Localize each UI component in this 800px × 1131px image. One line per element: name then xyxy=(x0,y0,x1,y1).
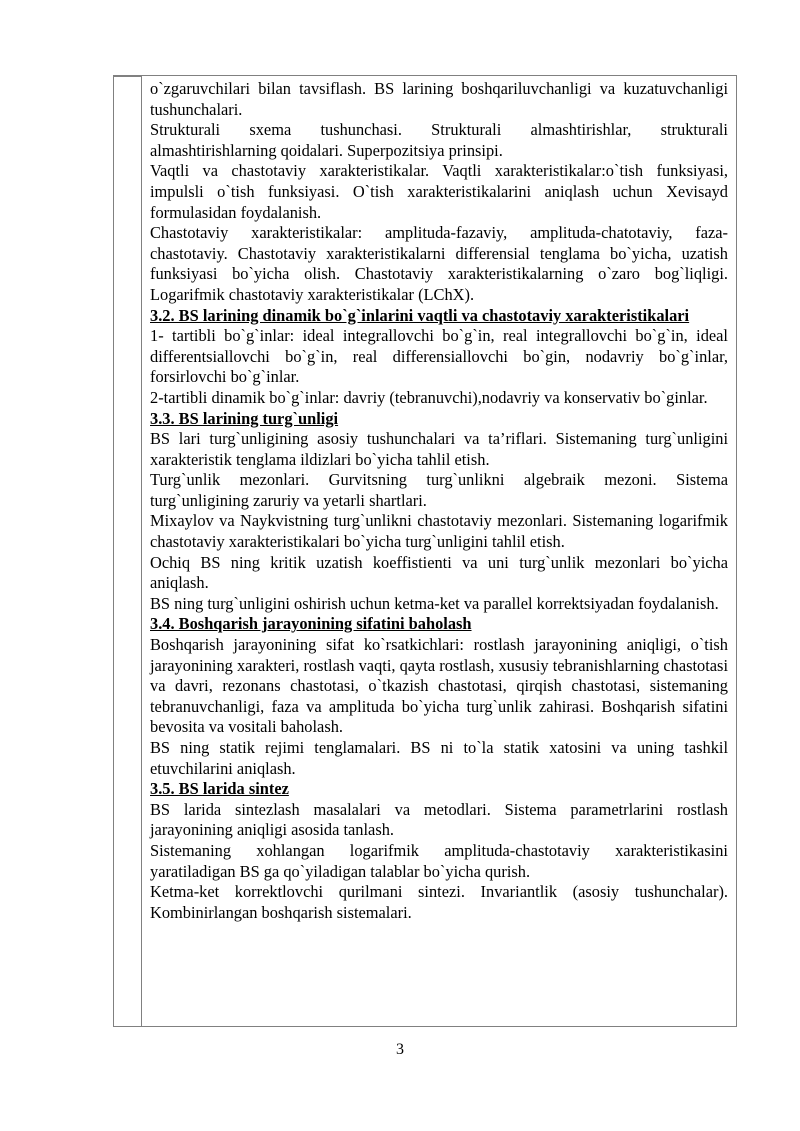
section-heading-3-2: 3.2. BS larining dinamik bo`g`inlarini vaqtli va chastotaviy xarakteristikalari xyxy=(150,305,690,325)
paragraph: o`zgaruvchilari bilan tavsiflash. BS larining boshqariluvchanligi va kuzatuvchanligi tushunchalari. xyxy=(150,79,728,119)
paragraph: BS larida sintezlash masalalari va metodlari. Sistema parametrlarini rostlash jarayonining aniqligi asosida tanlash. xyxy=(150,799,728,840)
paragraph: BS lari turg`unligining asosiy tushunchalari va ta’riflari. Sistemaning turg`unligini xarakteristik tenglama ildizlari bo`yicha tahlil etish. xyxy=(150,429,728,469)
paragraph: Strukturali sxema tushunchasi. Strukturali almashtirishlar, strukturali almashtirishlarning qoidalari. Superpozitsiya prinsipi. xyxy=(150,120,728,160)
paragraph: BS ning turg`unligini oshirish uchun ketma-ket va parallel korrektsiyadan foydalanish. xyxy=(150,593,719,613)
paragraph: Vaqtli va chastotaviy xarakteristikalar. Vaqtli xarakteristikalar:o`tish funksiyasi, impulsli o`tish funksiyasi. O`tish xarakteristikalarini aniqlash uchun Xevisayd formulasidan foydalanish. xyxy=(150,161,728,222)
paragraph: Sistemaning xohlangan logarifmik amplituda-chastotaviy xarakteristikasini yaratiladigan BS ga qo`yiladigan talablar bo`yicha qurish. xyxy=(150,840,728,881)
paragraph: Turg`unlik mezonlari. Gurvitsning turg`unlikni algebraik mezoni. Sistema turg`unligining zaruriy va yetarli shartlari. xyxy=(150,470,728,510)
section-heading-3-3: 3.3. BS larining turg`unligi xyxy=(150,408,339,428)
paragraph: Ketma-ket korrektlovchi qurilmani sintezi. Invariantlik (asosiy tushunchalar). Kombinirlangan boshqarish sistemalari. xyxy=(150,882,728,922)
document-body xyxy=(150,79,728,923)
paragraph: 2-tartibli dinamik bo`g`inlar: davriy (tebranuvchi),nodavriy va konservativ bo`ginlar. xyxy=(150,387,708,407)
table-column-divider xyxy=(141,76,142,1026)
paragraph: 1- tartibli bo`g`inlar: ideal integrallovchi bo`g`in, real integrallovchi bo`g`in, ideal differentsiallovchi bo`g`in, real differensiallovchi bo`gin, nodavriy bo`g`inlar, forsirlovchi bo`g`inlar. xyxy=(150,326,728,387)
paragraph: BS ning statik rejimi tenglamalari. BS ni to`la statik xatosini va uning tashkil etuvchilarini aniqlash. xyxy=(150,738,728,778)
paragraph: Mixaylov va Naykvistning turg`unlikni chastotaviy mezonlari. Sistemaning logarifmik chastotaviy xarakteristikalari bo`yicha turg`unligini tahlil etish. xyxy=(150,511,728,552)
table-left-cell-top-border xyxy=(114,76,141,79)
section-heading-3-5: 3.5. BS larida sintez xyxy=(150,779,289,799)
page-number: 3 xyxy=(396,1041,404,1058)
paragraph: Boshqarish jarayonining sifat ko`rsatkichlari: rostlash jarayonining aniqligi, o`tish jarayonining xarakteri, rostlash vaqti, qayta rostlash, xususiy tebranishlarning chastotasi va davri, rezonans chastotasi, o`tkazish chastotasi, qirqish chastotasi, sistemaning tebranuvchanligi, faza va amplituda bo`yicha turg`unlik zahirasi. Boshqarish sifatini bevosita va vositali baholash. xyxy=(150,635,728,737)
paragraph: Ochiq BS ning kritik uzatish koeffistienti va uni turg`unlik mezonlari bo`yicha aniqlash. xyxy=(150,552,728,593)
section-heading-3-4: 3.4. Boshqarish jarayonining sifatini baholash xyxy=(150,614,472,634)
paragraph: Chastotaviy xarakteristikalar: amplituda-fazaviy, amplituda-chatotaviy, faza-chastotaviy. Chastotaviy xarakteristikalarni differensial tenglama bo`yicha, uzatish funksiyasi bo`yicha olish. Chastotaviy xarakteristikalarning o`zaro bog`liqligi. Logarifmik chastotaviy xarakteristikalar (LChX). xyxy=(150,223,728,304)
